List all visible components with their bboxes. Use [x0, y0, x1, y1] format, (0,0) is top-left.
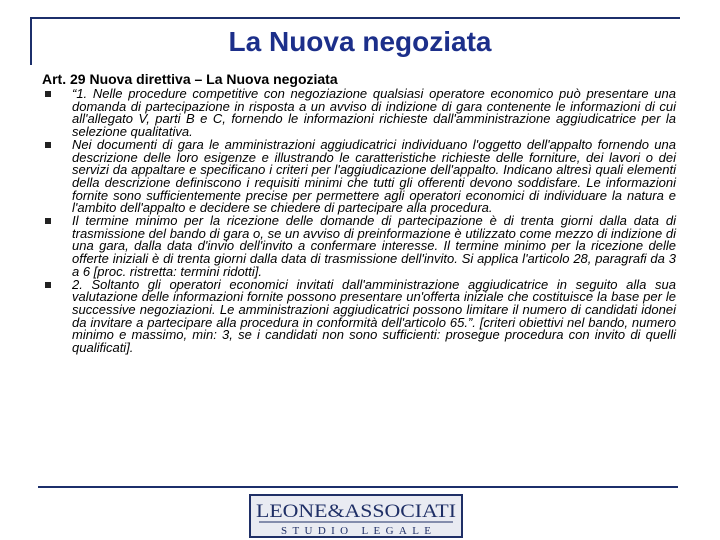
frame-bottom-line [38, 486, 678, 488]
square-bullet-icon [45, 91, 51, 97]
square-bullet-icon [45, 218, 51, 224]
bullet-item [42, 88, 676, 139]
frame-top-line [30, 17, 680, 19]
bullet-text: Il termine minimo per la ricezione delle domande di partecipazione è di trenta giorni dalla data di trasmissione del bando di gara o, se un avviso di preinformazione è utilizzato come mezzo di indizione di una gara, dalla data d'invio dell'invito a confermare interesse. Il termine minimo per la ricezione delle offerte iniziali è di trenta giorni dalla data di trasmissione dell'invito. Si applica l'articolo 28, paragrafi da 3 a 6 [proc. ristretta: termini ridotti]. [72, 213, 676, 279]
leone-associati-logo [249, 494, 463, 538]
square-bullet-icon [45, 142, 51, 148]
bullet-item [42, 136, 676, 216]
square-bullet-icon [45, 282, 51, 288]
bullet-text: “1. Nelle procedure competitive con negoziazione qualsiasi operatore economico può presentare una domanda di partecipazione in risposta a un avviso di indizione di gara contenente le informazioni di cui all'allegato V, parti B e C, fornendo le informazioni richieste dall'amministrazione aggiudicatrice per la selezione qualitativa. [72, 86, 676, 140]
article-heading: Art. 29 Nuova direttiva – La Nuova negoziata [42, 71, 338, 87]
bullet-item [42, 276, 676, 356]
bullet-text: Nei documenti di gara le amministrazioni aggiudicatrici individuano l'oggetto dell'appalto fornendo una descrizione delle loro esigenze e illustrando le caratteristiche richieste delle forniture, dei lavori o dei servizi da appaltare e specificano i criteri per l'aggiudicazione dell'appalto. Indicano altresì quali elementi della descrizione definiscono i requisiti minimi che tutti gli offerenti devono soddisfare. Le informazioni fornite sono sufficientemente precise per permettere agli operatori economici di individuare la natura e l'ambito dell'appalto e decidere se chiedere di partecipare alla procedura. [72, 136, 676, 216]
logo-line1: LEONE&ASSOCIATI [256, 501, 456, 522]
slide-content [42, 72, 676, 355]
slide-title: La Nuova negoziata [228, 26, 492, 57]
bullet-item [42, 215, 676, 279]
logo-line2: STUDIO LEGALE [281, 525, 431, 537]
bullet-text: 2. Soltanto gli operatori economici invitati dall'amministrazione aggiudicatrice in seguito alla sua valutazione delle informazioni fornite possono presentare un'offerta iniziale che costituisce la base per le successive negoziazioni. Le amministrazioni aggiudicatrici possono limitare il numero di candidati idonei da invitare a partecipare alla procedura in conformità dell'articolo 65.”. [criteri obiettivi nel bando, numero minimo e massimo, min: 3, se i candidati non sono sufficienti: prosegue procedura con invito di quelli qualificati]. [72, 276, 676, 356]
